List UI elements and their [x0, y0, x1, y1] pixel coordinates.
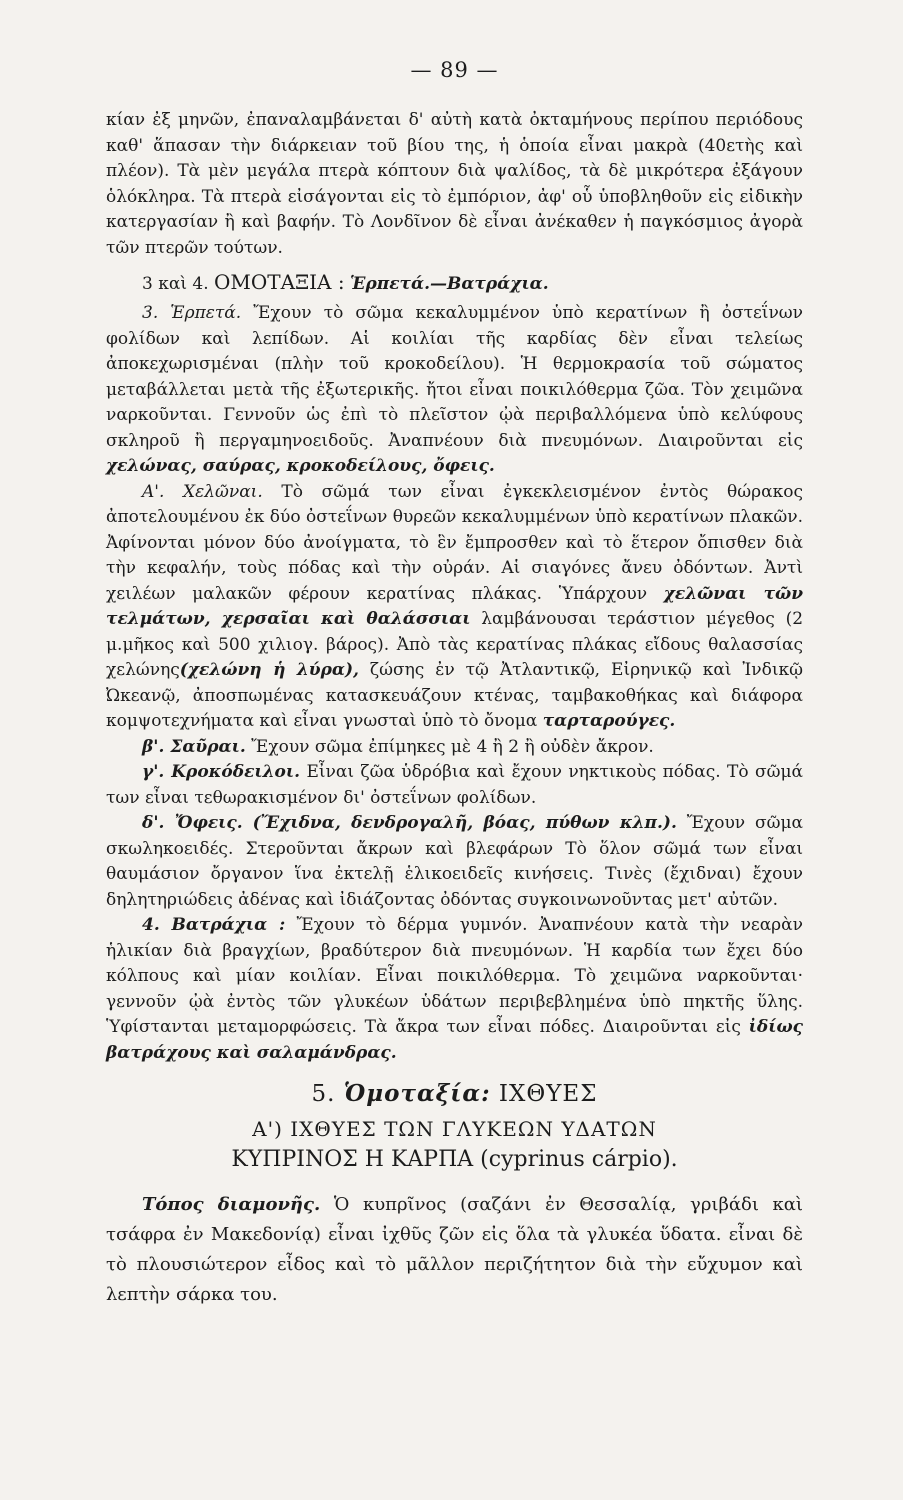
turtles-text-1: Τὸ σῶμά των εἶναι ἐγκεκλεισμένον ἐντὸς θώρακος ἀποτελουμένου ἐκ δύο ὀστεΐνων θυρεῶν κεκαλυμμένων ὑπὸ κερατίνων πλακῶν. Ἀφίνονται μόνον δύο ἀνοίγματα, τὸ ἓν ἔμπροσθεν καὶ τὸ ἕτερον ὄπισθεν διὰ τὴν κεφαλήν, τοὺς πόδας καὶ τὴν οὐράν. Αἱ σιαγόνες ἄνευ ὀδόντων. Ἀντὶ χειλέων μαλακῶν φέρουν κερατίνας πλάκας. Ὑπάρχουν — [106, 481, 803, 604]
page-body — [106, 108, 803, 1066]
lizards-label: β'. Σαῦραι. — [142, 736, 246, 757]
turtles-label: Α'. Χελῶναι. — [142, 481, 263, 502]
subsection-freshwater-fish: Α') ΙΧΘΥΕΣ ΤΩΝ ΓΛΥΚΕΩΝ ΥΔΑΤΩΝ — [252, 1117, 657, 1141]
carp-title: ΚΥΠΡΙΝΟΣ Η ΚΑΡΠΑ (cyprinus cárpio). — [231, 1147, 678, 1172]
amphibians-text: Ἔχουν τὸ δέρμα γυμνόν. Ἀναπνέουν κατὰ τὴν νεαρὰν ἡλικίαν διὰ βραγχίων, βραδύτερον διὰ πνευμόνων. Ἡ καρδία των ἔχει δύο κόλπους καὶ μίαν κοιλίαν. Εἶναι ποικιλόθερμα. Τὸ χειμῶνα ναρκοῦνται· γεννοῦν ᾠὰ ἐντὸς τῶν γλυκέων ὑδάτων περιβεβλημένα ὑπὸ πηκτῆς ὕλης. Ὑφίστανται μεταμορφώσεις. Τὰ ἄκρα των εἶναι πόδες. Διαιροῦνται εἰς — [106, 915, 803, 1037]
reptiles-label: 3. Ἑρπετά. — [142, 303, 242, 323]
turtles-text-3: ζώσης ἐν τῷ Ἀτλαντικῷ, Εἰρηνικῷ καὶ Ἰνδικῷ Ὠκεανῷ, ἀποσπωμένας κατασκευάζουν κτένας, ταμβακοθήκας καὶ διάφορα κομψοτεχνήματα καὶ εἶναι γνωσταὶ ὑπὸ τὸ ὄνομα — [106, 660, 804, 731]
reptiles-text: Ἔχουν τὸ σῶμα κεκαλυμμένον ὑπὸ κερατίνων ἢ ὀστεΐνων φολίδων καὶ λεπίδων. Αἱ κοιλίαι τῆς καρδίας δὲν εἶναι τελείως ἀποκεχωρισμέναι (πλὴν τοῦ κροκοδείλου). Ἡ θερμοκρασία τοῦ σώματος μεταβάλλεται μετὰ τῆς ἐξωτερικῆς. ἤτοι εἶναι ποικιλόθερμα ζῶα. Τὸν χειμῶνα ναρκοῦνται. Γεννοῦν ὡς ἐπὶ τὸ πλεῖστον ᾠὰ περιβαλλόμενα ὑπὸ κελύφους σκληροῦ ἢ περγαμηνοειδοῦς. Ἀναπνέουν διὰ πνευμόνων. Διαιροῦνται εἰς — [106, 303, 803, 451]
lizards-text: Ἔχουν σῶμα ἐπίμηκες μὲ 4 ἢ 2 ἢ οὐδὲν ἄκρον. — [251, 736, 654, 757]
paragraph-lizards — [106, 735, 803, 761]
turtles-kinds: χελῶναι τῶν τελμάτων, χερσαῖαι καὶ θαλάσσιαι — [106, 583, 803, 629]
turtles-text-2: λαμβάνουσαι τεράστιον μέγεθος (2 μ.μῆκος καὶ 500 χιλιογ. βάρος). Ἀπὸ τὰς κερατίνας πλάκας εἴδους θαλασσίας χελώνης — [106, 609, 804, 680]
amphibians-label: 4. Βατράχια : — [142, 915, 286, 935]
paragraph-snakes — [106, 811, 803, 913]
order-heading-reptiles-amphibians — [106, 269, 803, 297]
paragraph-habitat — [106, 1190, 803, 1310]
snakes-label: δ'. Ὄφεις. — [142, 813, 243, 833]
section-5-label: Ὁμοταξία: — [343, 1080, 491, 1107]
snakes-examples: (Ἔχιδνα, δενδρογαλῆ, βόας, πύθων κλπ.). — [252, 813, 677, 833]
paragraph-crocodiles — [106, 760, 803, 811]
reptiles-groups: χελώνας, σαύρας, κροκοδείλους, ὄφεις. — [106, 456, 495, 476]
snakes-text: Ἔχουν σῶμα σκωληκοειδές. Στεροῦνται ἄκρων καὶ βλεφάρων Τὸ ὅλον σῶμά των εἶναι θαυμάσιον ὄργανον ἵνα ἐκτελῇ ἑλικοειδεῖς κινήσεις. Τινὲς (ἔχιδναι) ἔχουν δηλητηριώδεις ἀδένας καὶ ἰδιάζοντας ὀδόντας συγκοινωνοῦντας μετ' αὐτῶν. — [106, 813, 804, 910]
habitat-text: Ὁ κυπρῖνος (σαζάνι ἐν Θεσσαλίᾳ, γριβάδι καὶ τσάφρα ἐν Μακεδονίᾳ) εἶναι ἰχθῦς ζῶν εἰς ὅλα τὰ γλυκέα ὕδατα. εἶναι δὲ τὸ πλουσιώτερον εἶδος καὶ τὸ μᾶλλον περιζήτητον διὰ τὴν εὔχυμον καὶ λεπτὴν σάρκα του. — [106, 1194, 803, 1305]
amphibians-groups: ἰδίως βατράχους καὶ σαλαμάνδρας. — [106, 1017, 803, 1063]
section-5-prefix: 5. — [311, 1081, 336, 1107]
turtles-name: ταρταρούγες. — [542, 711, 676, 731]
order-heading-title: ΟΜΟΤΑΞΙΑ : — [214, 270, 345, 294]
paragraph-turtles — [106, 480, 803, 735]
crocodiles-text: Εἶναι ζῶα ὑδρόβια καὶ ἔχουν νηκτικοὺς πόδας. Τὸ σῶμά των εἶναι τεθωρακισμένον δι' ὀστεΐνων φολίδων. — [106, 762, 803, 808]
order-heading-prefix: 3 καὶ 4. — [142, 274, 209, 294]
crocodiles-label: γ'. Κροκόδειλοι. — [142, 762, 301, 782]
habitat-label: Τόπος διαμονῆς. — [142, 1194, 321, 1215]
paragraph-reptiles — [106, 301, 803, 480]
page-number: — 89 — — [410, 58, 499, 82]
paragraph-amphibians — [106, 913, 803, 1066]
paragraph-ostrich-feathers: κίαν ἐξ μηνῶν, ἐπαναλαμβάνεται δ' αὐτὴ κατὰ ὀκταμήνους περίπου περιόδους καθ' ἅπασαν τὴν διάρκειαν τοῦ βίου της, ἡ ὁποία εἶναι μακρὰ (40ετὴς καὶ πλέον). Τὰ μὲν μεγάλα πτερὰ κόπτουν διὰ ψαλίδος, τὰ δὲ μικρότερα ἐξάγουν ὁλόκληρα. Τὰ πτερὰ εἰσάγονται εἰς τὸ ἐμπόριον, ἀφ' οὗ ὑποβληθοῦν εἰς εἰδικὴν κατεργασίαν ἢ καὶ βαφήν. Τὸ Λονδῖνον δὲ εἶναι ἀνέκαθεν ἡ παγκόσμιος ἀγορὰ τῶν πτερῶν τούτων. — [106, 110, 803, 258]
section-5-heading — [106, 1080, 803, 1107]
order-heading-classes: Ἑρπετά.—Βατράχια. — [350, 274, 549, 294]
turtles-lyre: (χελώνη ἡ λύρα), — [179, 660, 359, 680]
section-5-title: ΙΧΘΥΕΣ — [498, 1081, 598, 1107]
